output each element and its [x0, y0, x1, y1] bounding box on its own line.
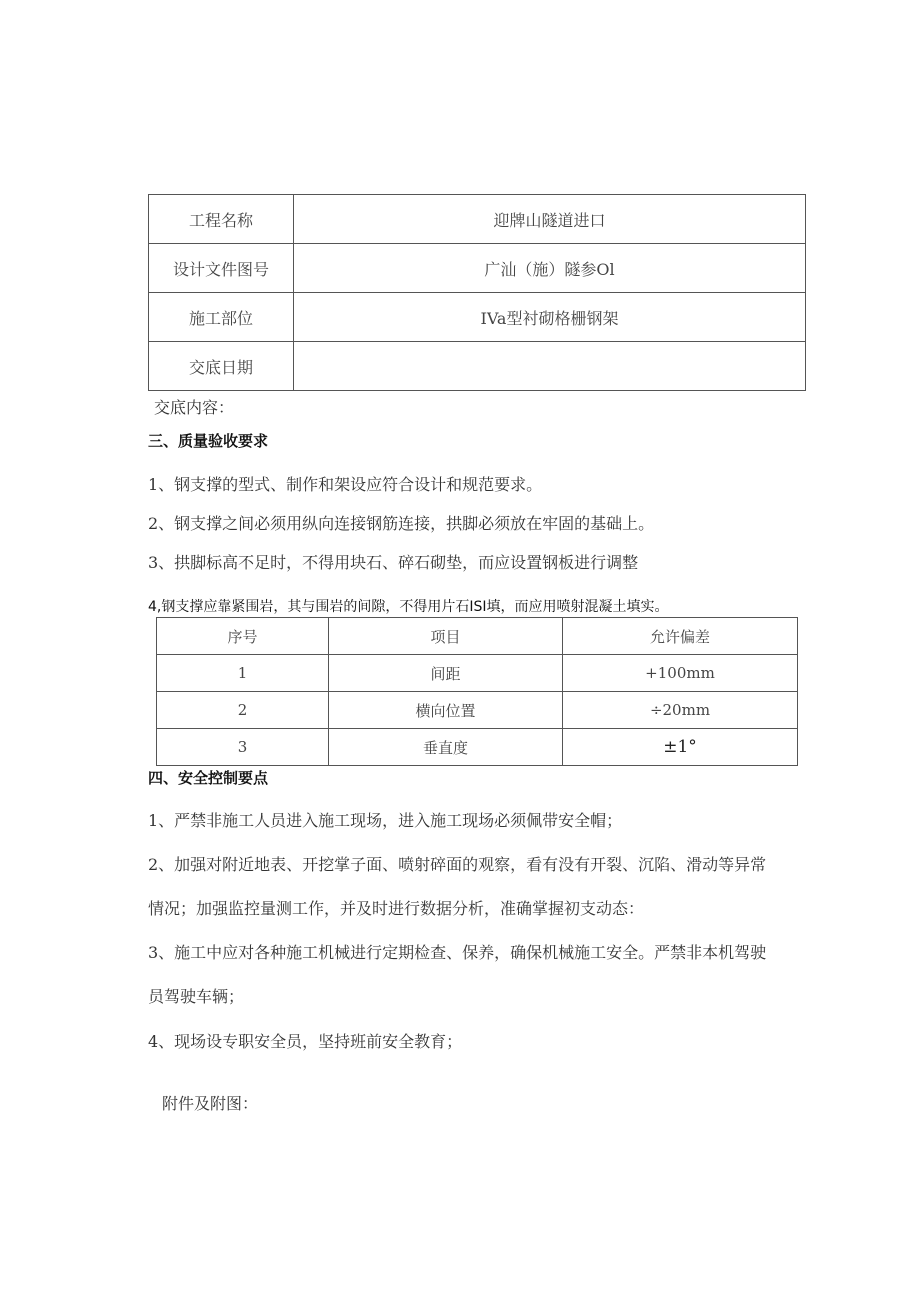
section3-item-3: 3、拱脚标高不足时，不得用块石、碎石砌垫，而应设置钢板进行调整 [148, 553, 639, 572]
tolerance-table [156, 617, 798, 766]
section4-item-2: 2、加强对附近地表、开挖掌子面、喷射碎面的观察，看有没有开裂、沉陷、滑动等异常 [148, 855, 767, 874]
section4-item-4: 4、现场设专职安全员，坚持班前安全教育； [148, 1032, 463, 1051]
table-cell: 3 [157, 729, 329, 766]
handover-date-value [294, 342, 806, 391]
table-cell: +100mm [563, 655, 798, 692]
section4-item-3-continued: 员驾驶车辆； [148, 987, 245, 1006]
content-label: 交底内容： [154, 398, 235, 417]
project-info-table [148, 194, 806, 391]
table-cell: 1 [157, 655, 329, 692]
table-row [149, 293, 806, 342]
table-row [149, 244, 806, 293]
section4-item-2-continued: 情况；加强监控量测工作，并及时进行数据分析，准确掌握初支动态： [148, 899, 645, 918]
section4-item-3: 3、施工中应对各种施工机械进行定期检查、保养，确保机械施工安全。严禁非本机驾驶 [148, 943, 767, 962]
table-cell: ±1° [563, 729, 798, 766]
project-name-label: 工程名称 [149, 195, 294, 244]
drawing-number-value: 广汕（施）隧参Ol [294, 244, 806, 293]
section3-item-2: 2、钢支撑之间必须用纵向连接钢筋连接，拱脚必须放在牢固的基础上。 [148, 514, 655, 533]
section4-item-1: 1、严禁非施工人员进入施工现场，进入施工现场必须佩带安全帽； [148, 811, 623, 830]
column-header: 允许偏差 [563, 618, 798, 655]
table-row [149, 342, 806, 391]
section3-item-1: 1、钢支撑的型式、制作和架设应符合设计和规范要求。 [148, 475, 543, 494]
construction-part-label: 施工部位 [149, 293, 294, 342]
table-cell: 横向位置 [329, 692, 563, 729]
section4-heading: 四、安全控制要点 [148, 769, 269, 787]
table-cell: ÷20mm [563, 692, 798, 729]
table-cell: 2 [157, 692, 329, 729]
table-row [157, 729, 798, 766]
handover-date-label: 交底日期 [149, 342, 294, 391]
table-cell: 间距 [329, 655, 563, 692]
section3-heading: 三、质量验收要求 [148, 432, 269, 450]
table-header-row [157, 618, 798, 655]
table-row [157, 655, 798, 692]
construction-part-value: IVa型衬砌格栅钢架 [294, 293, 806, 342]
table-row [157, 692, 798, 729]
table-row [149, 195, 806, 244]
column-header: 序号 [157, 618, 329, 655]
project-name-value: 迎牌山隧道进口 [294, 195, 806, 244]
table-cell: 垂直度 [329, 729, 563, 766]
attachments-label: 附件及附图： [162, 1094, 259, 1113]
column-header: 项目 [329, 618, 563, 655]
section3-item-4: 4,钢支撑应靠紧围岩，其与围岩的间隙，不得用片石ISI填，而应用喷射混凝土填实。 [148, 599, 669, 615]
drawing-number-label: 设计文件图号 [149, 244, 294, 293]
